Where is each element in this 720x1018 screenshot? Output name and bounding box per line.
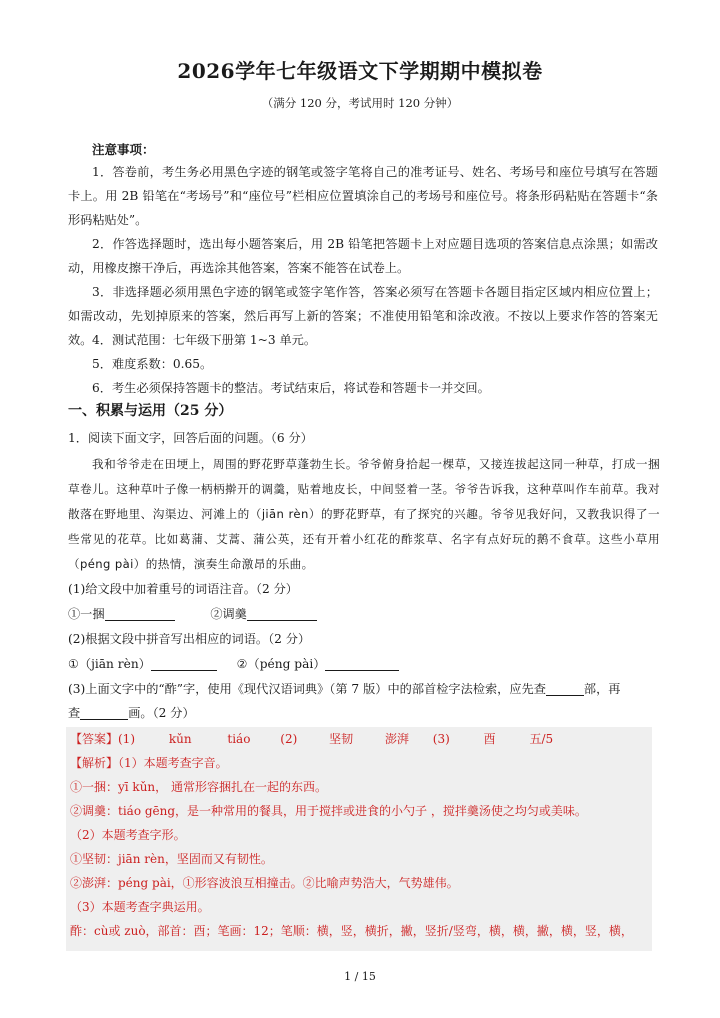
exam-info: （满分 120 分，考试用时 120 分钟） bbox=[261, 96, 459, 110]
analysis-line: ②澎湃：péng pài，①形容波浪互相撞击。②比喻声势浩大，气势雄伟。 bbox=[70, 876, 459, 890]
question-1-sub-2: (2)根据文段中拼音写出相应的词语。（2 分） bbox=[68, 632, 311, 646]
blank-label-b: ②（péng pài） bbox=[236, 657, 326, 671]
blank-label-b: ②调羹 bbox=[210, 607, 247, 621]
question-1-stem: 1．阅读下面文字，回答后面的问题。（6 分） bbox=[68, 431, 313, 445]
note-item-5: 5．难度系数：0.65。 bbox=[92, 357, 213, 371]
answer-item: 坚韧 bbox=[329, 732, 354, 746]
note-item-2: 2．作答选择题时，选出每小题答案后，用 2B 铅笔把答题卡上对应题目选项的答案信息点涂黑；如需改动，用橡皮擦干净后，再选涂其他答案，答案不能答在试卷上。 bbox=[68, 237, 658, 275]
question-1-sub-3-line2 bbox=[68, 701, 658, 725]
analysis-line: ①一捆：yī kǔn， 通常形容捆扎在一起的东西。 bbox=[70, 780, 327, 794]
question-1-sub-2-blanks bbox=[68, 652, 658, 676]
analysis-text: （1）本题考查字音。 bbox=[118, 756, 228, 770]
analysis-line: （3）本题考查字典运用。 bbox=[70, 900, 210, 914]
sub-3-text: 部，再 bbox=[583, 682, 621, 696]
note-item-4: 4．测试范围：七年级下册第 1~3 单元。 bbox=[92, 333, 317, 347]
question-1-sub-1: (1)给文段中加着重号的词语注音。（2 分） bbox=[68, 582, 298, 596]
analysis-line: ②调羹：tiáo gēng，是一种常用的餐具，用于搅拌或进食的小勺子 ，搅拌羹汤使之均匀或美味。 bbox=[70, 804, 587, 818]
analysis-line: 酢：cù或 zuò，部首：酉；笔画：12；笔顺：横，竖，横折，撇，竖折/竖弯，横，横，撇，横，竖，横， bbox=[70, 924, 633, 938]
question-1-sub-1-blanks bbox=[68, 602, 658, 626]
answer-label: 【答案】(1) bbox=[70, 732, 135, 746]
answer-blank[interactable] bbox=[325, 656, 399, 671]
answer-item: tiáo bbox=[227, 732, 251, 746]
note-item-3: 3．非选择题必须用黑色字迹的钢笔或签字笔作答，答案必须写在答题卡各题目指定区域内相应位置上；如需改动，先划掉原来的答案，然后再写上新的答案；不准使用铅笔和涂改液。不按以上要求作答的答案无效。 bbox=[68, 285, 658, 347]
answer-item: 五/5 bbox=[529, 732, 554, 746]
page-number: 1 / 15 bbox=[344, 970, 376, 983]
analysis-line bbox=[70, 751, 650, 775]
blank-label-a: ①一捆 bbox=[68, 607, 105, 621]
reading-passage: 我和爷爷走在田埂上，周围的野花野草蓬勃生长。爷爷俯身拾起一棵草，又接连拔起这同一种草，打成一捆草卷儿。这种草叶子像一柄柄擀开的调羹，贴着地皮长，中间竖着一茎。爷爷告诉我，这种草叫作车前草。我对散落在野地里、沟渠边、河滩上的（jiān rèn）的野花野草，有了探究的兴趣。爷爷见我好问，又教我识得了一些常见的花草。比如葛蒲、艾蒿、蒲公英，还有开着小红花的酢浆草、名字有点好玩的鹅不食草。这些小草用（péng pài）的热情，演奏生命激昂的乐曲。 bbox=[68, 457, 660, 571]
section-heading: 一、积累与运用（25 分） bbox=[68, 403, 233, 419]
sub-3-text: 查 bbox=[68, 706, 81, 720]
analysis-line: （2）本题考查字形。 bbox=[70, 828, 186, 842]
note-item-1: 1．答卷前，考生务必用黑色字迹的钢笔或签字笔将自己的准考证号、姓名、考场号和座位号填写在答题卡上。用 2B 铅笔在“考场号”和“座位号”栏相应位置填涂自己的考场号和座位号。将条形码粘贴在答题卡“条形码粘贴处”。 bbox=[68, 165, 658, 227]
answer-blank[interactable] bbox=[546, 681, 584, 696]
sub-3-text: (3)上面文字中的“酢”字，使用《现代汉语词典》（第 7 版）中的部首检字法检索，应先查 bbox=[68, 682, 546, 696]
sub-3-text: 画。（2 分） bbox=[128, 706, 195, 720]
answer-item: (2) bbox=[280, 732, 298, 746]
analysis-line: ①坚韧：jiān rèn，坚固而又有韧性。 bbox=[70, 852, 273, 866]
answer-blank[interactable] bbox=[151, 656, 217, 671]
answer-item: 酉 bbox=[483, 732, 496, 746]
answer-blank[interactable] bbox=[80, 705, 128, 720]
blank-label-a: ①（jiān rèn） bbox=[68, 657, 151, 671]
answer-blank[interactable] bbox=[105, 606, 175, 621]
answer-item: 澎湃 bbox=[384, 732, 409, 746]
notes-heading: 注意事项： bbox=[92, 142, 155, 157]
question-1-sub-3 bbox=[68, 677, 658, 701]
answer-item: kǔn bbox=[168, 732, 192, 746]
page-title: 2026学年七年级语文下学期期中模拟卷 bbox=[177, 59, 543, 83]
answer-blank[interactable] bbox=[247, 606, 317, 621]
answer-item: (3) bbox=[432, 732, 450, 746]
answer-line bbox=[70, 727, 650, 751]
analysis-label: 【解析】 bbox=[70, 756, 119, 770]
note-item-6: 6．考生必须保持答题卡的整洁。考试结束后，将试卷和答题卡一并交回。 bbox=[92, 381, 490, 395]
